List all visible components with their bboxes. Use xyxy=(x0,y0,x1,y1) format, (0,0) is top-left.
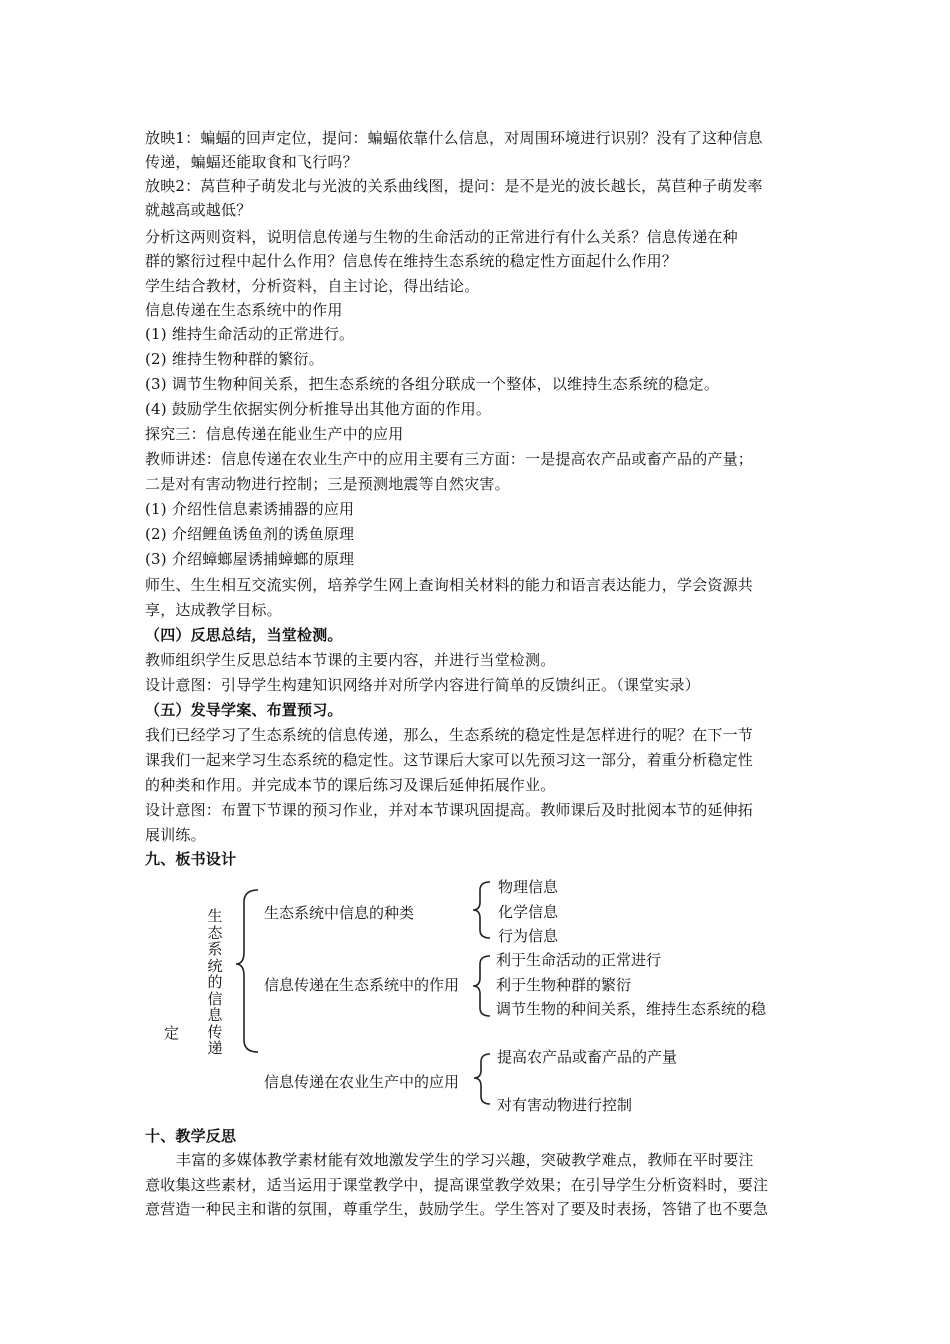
list-item: (3) 调节生物种间关系，把生态系统的各组分联成一个整体，以维持生态系统的稳定。 xyxy=(145,375,720,393)
diagram-item: 化学信息 xyxy=(498,903,559,921)
diagram-branch-label: 生态系统中信息的种类 xyxy=(264,904,415,922)
section-heading: （五）发导学案、布置预习。 xyxy=(145,701,343,719)
list-item: (3) 介绍蟑螂屋诱捕蟑螂的原理 xyxy=(145,550,355,568)
paragraph-line: 我们已经学习了生态系统的信息传递，那么，生态系统的稳定性是怎样进行的呢？在下一节 xyxy=(145,726,754,744)
paragraph-line: 课我们一起来学习生态系统的稳定性。这节课后大家可以先预习这一部分，着重分析稳定性 xyxy=(145,751,754,769)
section-heading: 十、教学反思 xyxy=(145,1127,237,1145)
paragraph-line: 师生、生生相互交流实例，培养学生网上查询相关材料的能力和语言表达能力，学会资源共 xyxy=(145,576,754,594)
list-item: (1) 介绍性信息素诱捕器的应用 xyxy=(145,500,355,518)
paragraph-line: 教师讲述：信息传递在农业生产中的应用主要有三方面：一是提高农产品或畜产品的产量； xyxy=(145,450,754,468)
paragraph-line: 群的繁衍过程中起什么作用？信息传在维持生态系统的稳定性方面起什么作用？ xyxy=(145,252,678,270)
paragraph-line: 的种类和作用。并完成本节的课后练习及课后延伸拓展作业。 xyxy=(145,776,556,794)
list-item: (2) 维持生物种群的繁衍。 xyxy=(145,350,324,368)
board-design-diagram xyxy=(140,868,840,1118)
list-item: (4) 鼓励学生依据实例分析推导出其他方面的作用。 xyxy=(145,400,492,418)
list-item: (2) 介绍鲤鱼诱鱼剂的诱鱼原理 xyxy=(145,525,355,543)
paragraph-line: 意收集这些素材，适当运用于课堂教学中，提高课堂教学效果；在引导学生分析资料时，要注 xyxy=(145,1176,769,1194)
paragraph-line: 传递，蝙蝠还能取食和飞行吗？ xyxy=(145,153,358,171)
diagram-item: 利于生命活动的正常进行 xyxy=(496,951,662,969)
diagram-item: 物理信息 xyxy=(498,878,559,896)
paragraph-line: 探究三：信息传递在能业生产中的应用 xyxy=(145,425,404,443)
paragraph-line: 信息传递在生态系统中的作用 xyxy=(145,301,343,319)
paragraph-line: 放映2：莴苣种子萌发北与光波的关系曲线图，提问：是不是光的波长越长，莴苣种子萌发率 xyxy=(145,177,763,195)
diagram-root: 生态系统的信息传递 xyxy=(207,907,223,1057)
diagram-branch-label: 信息传递在生态系统中的作用 xyxy=(264,976,460,994)
diagram-item: 行为信息 xyxy=(498,927,559,945)
diagram-left-fragment: 定 xyxy=(164,1024,180,1042)
paragraph-line: 享，达成教学目标。 xyxy=(145,601,282,619)
paragraph-line: 学生结合教材，分析资料，自主讨论，得出结论。 xyxy=(145,277,480,295)
diagram-item: 对有害动物进行控制 xyxy=(497,1096,633,1114)
paragraph-line: 展训练。 xyxy=(145,826,206,844)
paragraph-line: 设计意图：布置下节课的预习作业，并对本节课巩固提高。教师课后及时批阅本节的延伸拓 xyxy=(145,801,754,819)
diagram-item: 调节生物的种间关系，维持生态系统的稳 xyxy=(496,1000,767,1018)
paragraph-line: 丰富的多媒体教学素材能有效地激发学生的学习兴趣，突破教学难点，教师在平时要注 xyxy=(176,1151,754,1169)
paragraph-line: 二是对有害动物进行控制；三是预测地震等自然灾害。 xyxy=(145,475,510,493)
paragraph-line: 意营造一种民主和谐的氛围，尊重学生，鼓励学生。学生答对了要及时表扬，答错了也不要急 xyxy=(145,1200,769,1218)
section-heading: 九、板书设计 xyxy=(145,850,237,868)
paragraph-line: 设计意图：引导学生构建知识网络并对所学内容进行简单的反馈纠正。（课堂实录） xyxy=(145,676,700,694)
diagram-item: 利于生物种群的繁衍 xyxy=(496,976,632,994)
paragraph-line: 放映1：蝙蝠的回声定位，提问：蝙蝠依靠什么信息，对周围环境进行识别？没有了这种信息 xyxy=(145,129,763,147)
section-heading: （四）反思总结，当堂检测。 xyxy=(145,626,343,644)
diagram-item: 提高农产品或畜产品的产量 xyxy=(497,1048,678,1066)
brace-lines xyxy=(140,868,840,1118)
paragraph-line: 教师组织学生反思总结本节课的主要内容，并进行当堂检测。 xyxy=(145,651,556,669)
diagram-branch-label: 信息传递在农业生产中的应用 xyxy=(264,1073,460,1091)
paragraph-line: 就越高或越低？ xyxy=(145,201,252,219)
paragraph-line: 分析这两则资料，说明信息传递与生物的生命活动的正常进行有什么关系？信息传递在种 xyxy=(145,228,738,246)
list-item: (1) 维持生命活动的正常进行。 xyxy=(145,325,355,343)
